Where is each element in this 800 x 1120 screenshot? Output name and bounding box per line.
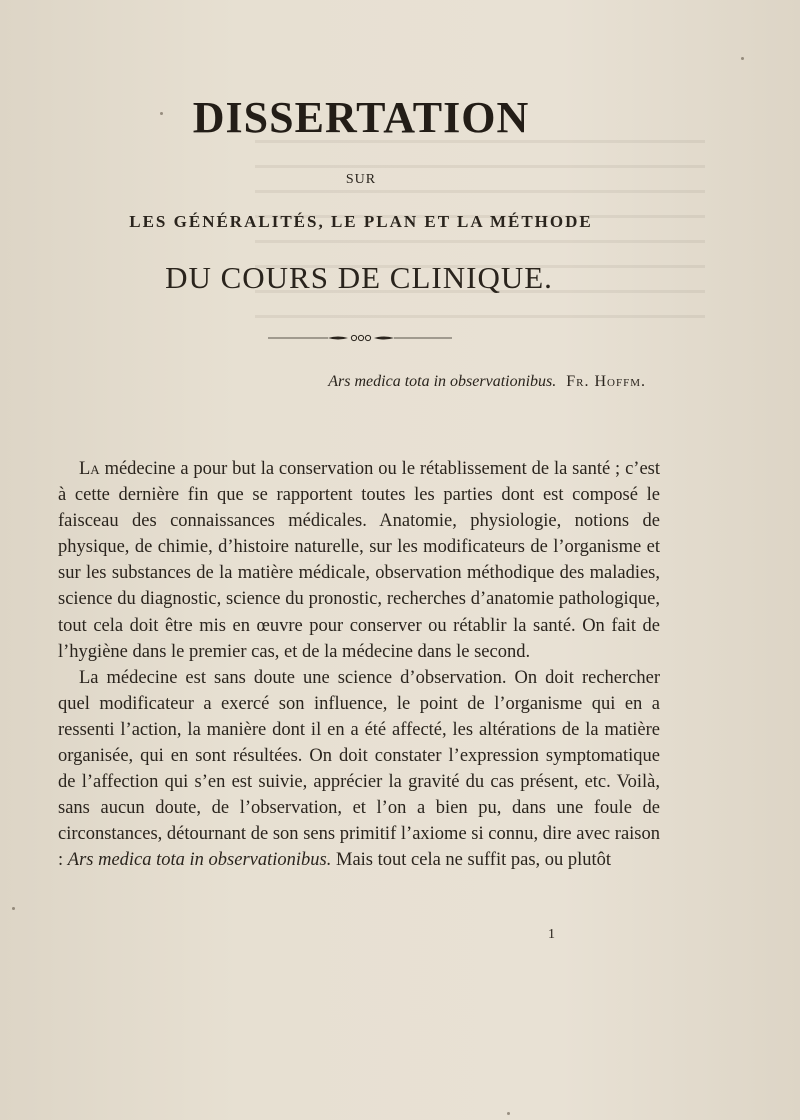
page-title: DISSERTATION [192, 93, 530, 142]
epigraph [200, 373, 646, 391]
paragraph-lead-word: La [79, 459, 100, 479]
paper-speck [160, 112, 163, 115]
body-text [58, 456, 660, 874]
paragraph-2-quote: Ars medica tota in observationibus. [67, 850, 332, 871]
paragraph-2 [58, 665, 660, 874]
subtitle: LES GÉNÉRALITÉS, LE PLAN ET LA MÉTHODE [129, 212, 593, 231]
paragraph-2-tail: Mais tout cela ne suffit pas, ou plutôt [331, 850, 612, 871]
subtitle-course: DU COURS DE CLINIQUE. [165, 260, 553, 295]
signature-mark: 1 [548, 927, 555, 942]
paragraph-1 [58, 456, 660, 665]
paper-speck [741, 57, 744, 60]
epigraph-author: Fr. Hoffm. [566, 373, 646, 390]
epigraph-quote: Ars medica tota in observationibus. [328, 373, 557, 390]
paper-speck [507, 1112, 510, 1115]
paper-speck [12, 907, 15, 910]
paragraph-1-text: médecine a pour but la conservation ou le rétablissement de la santé ; c’est à cette dernière fin que se rapportent toutes les parties dont est composé le faisceau des connaissances médicales. Anatomie, physiologie, notions de physique, de chimie, d’histoire naturelle, sur les modificateurs de l’organisme et sur les substances de la matière médicale, observation méthodique des maladies, science du diagnostic, science du pronostic, recherches d’anatomie pathologique, tout cela doit être mis en œuvre pour conserver ou rétablir la santé. On fait de l’hygiène dans le premier cas, et de la médecine dans le second. [58, 459, 660, 662]
ornament-divider [268, 332, 452, 344]
title-preposition: SUR [345, 172, 377, 187]
paragraph-2-text: La médecine est sans doute une science d’observation. On doit rechercher quel modificateur a exercé son influence, le point de l’organisme qui en a ressenti l’action, la manière dont il en a été affecté, les altérations de la matière organisée, qui en sont résultées. On doit constater l’expression symptomatique de l’affection qui s’en est suivie, apprécier la gravité du cas présent, etc. Voilà, sans aucun doute, de l’observation, et l’on a bien pu, dans une foule de circonstances, détournant de son sens primitif l’axiome si connu, dire avec raison : [58, 667, 660, 871]
